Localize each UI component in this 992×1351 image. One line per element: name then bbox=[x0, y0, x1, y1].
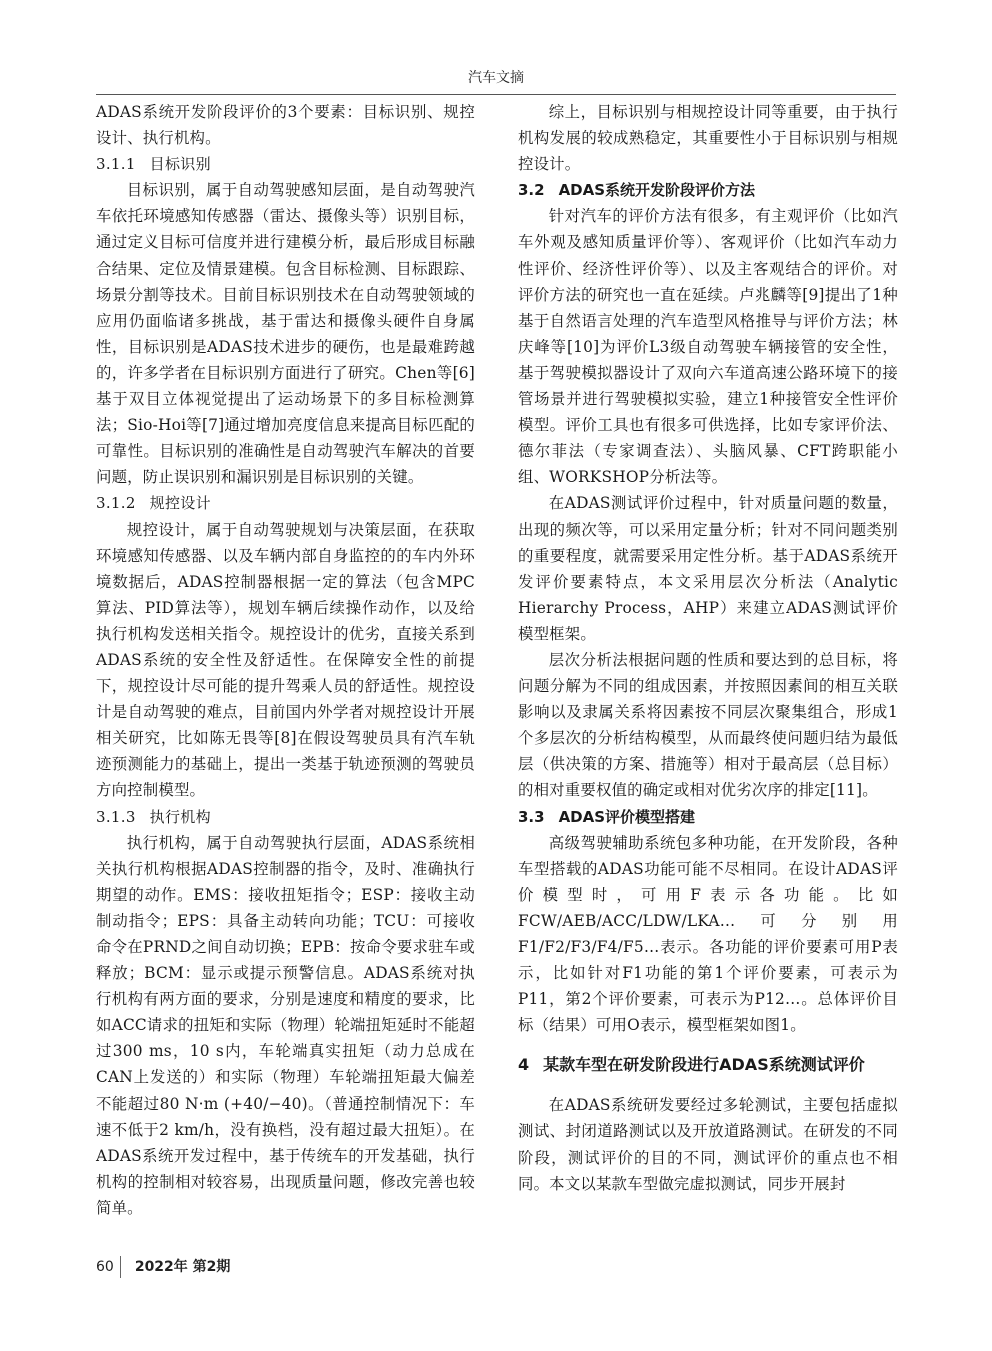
header-rule bbox=[96, 94, 896, 95]
paragraph-evaluation-methods: 针对汽车的评价方法有很多，有主观评价（比如汽车外观及感知质量评价等）、客观评价（比如汽车动力性评价、经济性评价等）、以及主客观结合的评价。对评价方法的研究也一直在延续。卢兆麟等[9]提出了1种基于自然语言处理的汽车造型风格推导与评价方法；林庆峰等[10]为评价L3级自动驾驶车辆接管的安全性，基于驾驶模拟器设计了双向六车道高速公路环境下的接管场景并进行驾驶模拟实验，建立1种接管安全性评价模型。评价工具也有很多可供选择，比如专家评价法、德尔菲法（专家调查法）、头脑风暴、CFT跨职能小组、WORKSHOP分析法等。 bbox=[518, 207, 898, 487]
paragraph-target-recognition: 目标识别，属于自动驾驶感知层面，是自动驾驶汽车依托环境感知传感器（雷达、摄像头等）识别目标，通过定义目标可信度并进行建模分析，最后形成目标融合结果、定位及情景建模。包含目标检测、目标跟踪、场景分割等技术。目前目标识别技术在自动驾驶领域的应用仍面临诸多挑战，基于雷达和摄像头硬件自身属性，目标识别是ADAS技术进步的硬伤，也是最难跨越的，许多学者在目标识别方面进行了研究。Chen等[6]基于双目立体视觉提出了运动场景下的多目标检测算法；Sio-Hoi等[7]通过增加亮度信息来提高目标匹配的可靠性。目标识别的准确性是自动驾驶汽车解决的首要问题，防止误识别和漏识别是目标识别的关键。 bbox=[96, 181, 475, 487]
section-title: 某款车型在研发阶段进行ADAS系统测试评价 bbox=[543, 1055, 865, 1075]
page-number: 60 bbox=[96, 1256, 121, 1278]
journal-title: 汽车文摘 bbox=[468, 70, 524, 86]
paragraph-testing: 在ADAS系统研发要经过多轮测试，主要包括虚拟测试、封闭道路测试以及开放道路测试。在研发的不同阶段，测试评价的目的不同，测试评价的重点也不相同。本文以某款车型做完虚拟测试，同步开展封 bbox=[518, 1096, 898, 1193]
section-title: ADAS评价模型搭建 bbox=[558, 807, 696, 826]
section-number: 3.1.2 bbox=[96, 494, 136, 513]
paragraph-actuators: 执行机构，属于自动驾驶执行层面，ADAS系统相关执行机构根据ADAS控制器的指令，及时、准确执行期望的动作。EMS：接收扭矩指令；ESP：接收主动制动指令；EPS：具备主动转向功能；TCU：可接收命令在PRND之间自动切换；EPB：按命令要求驻车或释放；BCM：显示或提示预警信息。ADAS系统对执行机构有两方面的要求，分别是速度和精度的要求，比如ACC请求的扭矩和实际（物理）轮端扭矩延时不能超过300 ms，10 s内，车轮端真实扭矩（动力总成在CAN上发送的）和实际（物理）车轮端扭矩最大偏差不能超过80 N·m (+40/−40)。（普通控制情况下：车速不低于2 km/h，没有换档，没有超过最大扭矩）。在ADAS系统开发过程中，基于传统车的开发基础，执行机构的控制相对较容易，出现质量问题，修改完善也较简单。 bbox=[96, 833, 475, 1217]
paragraph-model-setup: 高级驾驶辅助系统包多种功能，在开发阶段，各种车型搭载的ADAS功能可能不尽相同。在设计ADAS评价模型时，可用F表示各功能。比如FCW/AEB/ACC/LDW/LKA…可分别用F1/F2/F3/F4/F5…表示。各功能的评价要素可用P表示，比如针对F1功能的第1个评价要素，可表示为P11，第2个评价要素，可表示为P12…。总体评价目标（结果）可用O表示，模型框架如图1。 bbox=[518, 833, 898, 1035]
paragraph-planning-control: 规控设计，属于自动驾驶规划与决策层面，在获取环境感知传感器、以及车辆内部自身监控的的车内外环境数据后，ADAS控制器根据一定的算法（包含MPC算法、PID算法等），规划车辆后续操作动作，以及给执行机构发送相关指令。规控设计的优劣，直接关系到ADAS系统的安全性及舒适性。在保障安全性的前提下，规控设计尽可能的提升驾乘人员的舒适性。规控设计是自动驾驶的难点，目前国内外学者对规控设计开展相关研究，比如陈无畏等[8]在假设驾驶员具有汽车轨迹预测能力的基础上，提出一类基于轨迹预测的驾驶员方向控制模型。 bbox=[96, 520, 475, 800]
right-column bbox=[518, 99, 898, 1197]
section-number: 3.3 bbox=[518, 807, 545, 826]
section-3-1-1-heading bbox=[96, 151, 475, 177]
section-number: 3.1.3 bbox=[96, 807, 136, 826]
section-3-1-3-heading bbox=[96, 804, 475, 830]
section-3-1-2-heading bbox=[96, 490, 475, 516]
section-3-2-heading bbox=[518, 177, 898, 203]
section-title: ADAS系统开发阶段评价方法 bbox=[558, 181, 756, 200]
section-3-3-heading bbox=[518, 804, 898, 830]
paragraph-quantitative-qualitative: 在ADAS测试评价过程中，针对质量问题的数量，出现的频次等，可以采用定量分析；针对不同问题类别的重要程度，就需要采用定性分析。基于ADAS系统开发评价要素特点，本文采用层次分析法（Analytic Hierarchy Process，AHP）来建立ADAS测试评价模型框架。 bbox=[518, 494, 898, 643]
section-title: 规控设计 bbox=[149, 494, 211, 513]
section-title: 目标识别 bbox=[149, 155, 211, 174]
issue-label: 2022年 第2期 bbox=[134, 1259, 231, 1275]
page-footer bbox=[96, 1256, 230, 1278]
left-column bbox=[96, 99, 475, 1221]
paragraph-ahp: 层次分析法根据问题的性质和要达到的总目标，将问题分解为不同的组成因素，并按照因素间的相互关联影响以及隶属关系将因素按不同层次聚集组合，形成1个多层次的分析结构模型，从而最终使问题归结为最低层（供决策的方案、措施等）相对于最高层（总目标）的相对重要权值的确定或相对优劣次序的排定[11]。 bbox=[518, 650, 898, 800]
paragraph-intro: ADAS系统开发阶段评价的3个要素：目标识别、规控设计、执行机构。 bbox=[96, 103, 475, 148]
section-4-heading bbox=[518, 1052, 898, 1078]
section-number: 4 bbox=[518, 1055, 530, 1075]
section-number: 3.1.1 bbox=[96, 155, 136, 174]
paragraph-summary: 综上，目标识别与相规控设计同等重要，由于执行机构发展的较成熟稳定，其重要性小于目标识别与相规控设计。 bbox=[518, 103, 898, 174]
section-number: 3.2 bbox=[518, 181, 545, 200]
section-title: 执行机构 bbox=[149, 807, 211, 826]
